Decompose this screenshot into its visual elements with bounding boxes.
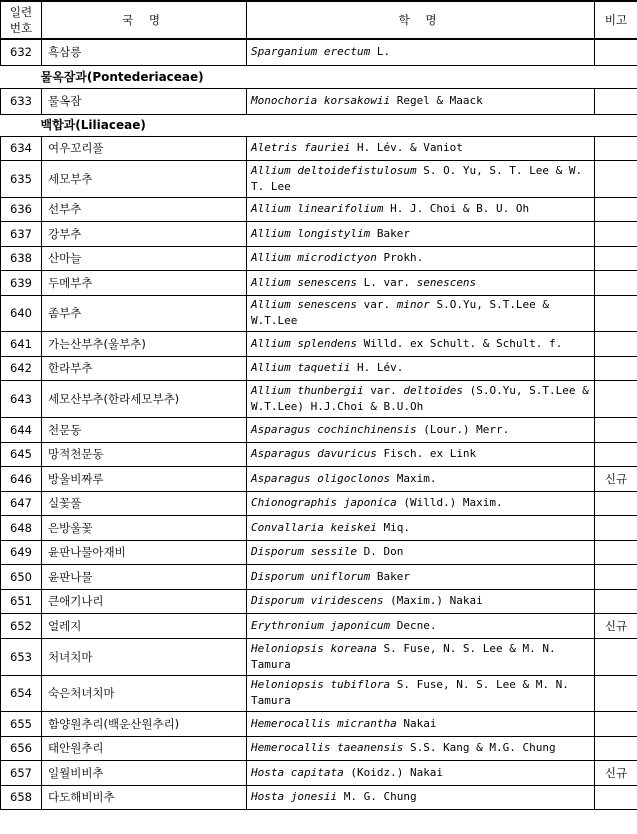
scientific-name-author: (Lour.) Merr. xyxy=(416,422,510,436)
scientific-name-author: Maxim. xyxy=(390,471,437,485)
note-cell xyxy=(595,442,637,466)
serial-number-cell: 651 xyxy=(1,589,42,613)
scientific-name-cell xyxy=(247,295,595,331)
note-cell xyxy=(595,295,637,331)
korean-name-cell: 윤판나물아재비 xyxy=(42,540,247,564)
korean-name-cell: 한라부추 xyxy=(42,356,247,380)
scientific-name-author: M. G. Chung xyxy=(337,790,417,803)
korean-name-cell: 두메부추 xyxy=(42,270,247,295)
serial-number-cell: 644 xyxy=(1,417,42,442)
serial-number-cell: 652 xyxy=(1,613,42,638)
table-row xyxy=(1,760,637,785)
scientific-name-author: Regel & Maack xyxy=(390,94,483,107)
note-cell: 신규 xyxy=(595,760,637,785)
scientific-name-cell xyxy=(247,160,595,197)
scientific-name-author: H. J. Choi & B. U. Oh xyxy=(383,202,530,215)
scientific-name-author: L. var. xyxy=(356,275,417,289)
korean-name-cell: 가는산부추(울부추) xyxy=(42,331,247,356)
serial-number-cell: 640 xyxy=(1,295,42,331)
scientific-name-author: (Maxim.) Nakai xyxy=(383,594,483,607)
note-cell xyxy=(595,270,637,295)
scientific-name-infraspecific: deltoides xyxy=(403,383,463,397)
serial-number-cell: 653 xyxy=(1,638,42,675)
scientific-name-italic: Hemerocallis taeanensis xyxy=(251,741,404,754)
korean-name-cell: 윤판나물 xyxy=(42,564,247,589)
scientific-name-italic: Allium senescens xyxy=(251,298,357,311)
table-row xyxy=(1,736,637,760)
scientific-name-cell xyxy=(247,331,595,356)
note-cell xyxy=(595,136,637,160)
note-cell xyxy=(595,491,637,515)
scientific-name-cell xyxy=(247,589,595,613)
note-cell xyxy=(595,540,637,564)
scientific-name-author: S. O. Yu, S. T. Lee & W. T. Lee xyxy=(251,163,583,193)
scientific-name-italic: Heloniopsis tubiflora xyxy=(251,678,391,691)
scientific-name-cell xyxy=(247,221,595,246)
scientific-name-author: Nakai xyxy=(396,716,437,730)
korean-name-cell: 일월비비추 xyxy=(42,760,247,785)
korean-name-cell: 함양원추리(백운산원추리) xyxy=(42,711,247,736)
scientific-name-italic: Allium linearifolium xyxy=(251,202,384,215)
korean-name-cell: 물옥잠 xyxy=(42,88,247,114)
table-row xyxy=(1,613,637,638)
korean-name-cell: 방울비짜루 xyxy=(42,466,247,491)
scientific-name-cell xyxy=(247,39,595,65)
scientific-name-cell xyxy=(247,736,595,760)
note-cell xyxy=(595,39,637,65)
korean-name-cell: 실꽃풀 xyxy=(42,491,247,515)
korean-name-cell: 흑삼릉 xyxy=(42,39,247,65)
scientific-name-italic: Erythronium japonicum xyxy=(251,618,391,632)
table-row xyxy=(1,295,637,331)
scientific-name-cell xyxy=(247,564,595,589)
scientific-name-author-2: S.O.Yu, S.T.Lee & W.T.Lee xyxy=(251,298,550,327)
scientific-name-author: S. Fuse, N. S. Lee & M. N. Tamura xyxy=(251,678,569,707)
scientific-name-italic: Disporum uniflorum xyxy=(251,569,371,583)
note-cell xyxy=(595,417,637,442)
scientific-name-infraspecific: senescens xyxy=(416,275,477,289)
scientific-name-cell xyxy=(247,466,595,491)
scientific-name-cell xyxy=(247,785,595,809)
header-serial-number xyxy=(1,1,42,39)
scientific-name-cell xyxy=(247,88,595,114)
note-cell xyxy=(595,331,637,356)
table-row xyxy=(1,197,637,221)
korean-name-cell: 큰애기나리 xyxy=(42,589,247,613)
serial-number-cell: 642 xyxy=(1,356,42,380)
serial-number-cell: 641 xyxy=(1,331,42,356)
header-serial-number-label: 일련 번호 xyxy=(9,5,33,35)
scientific-name-cell xyxy=(247,711,595,736)
scientific-name-italic: Allium microdictyon xyxy=(251,251,377,264)
scientific-name-italic: Allium taquetii xyxy=(251,361,351,374)
note-cell xyxy=(595,197,637,221)
scientific-name-italic: Hosta jonesii xyxy=(251,790,338,803)
serial-number-cell: 649 xyxy=(1,540,42,564)
serial-number-cell: 634 xyxy=(1,136,42,160)
scientific-name-author: H. Lév. xyxy=(350,361,404,374)
serial-number-cell: 648 xyxy=(1,515,42,540)
table-row xyxy=(1,785,637,809)
table-row xyxy=(1,540,637,564)
note-cell: 신규 xyxy=(595,613,637,638)
table-row xyxy=(1,675,637,711)
scientific-name-cell xyxy=(247,540,595,564)
scientific-name-author: Willd. ex Schult. & Schult. f. xyxy=(356,336,563,350)
table-row xyxy=(1,88,637,114)
scientific-name-cell xyxy=(247,270,595,295)
scientific-name-italic: Allium longistylim xyxy=(251,226,371,240)
serial-number-cell: 633 xyxy=(1,88,42,114)
scientific-name-author: (Koidz.) Nakai xyxy=(343,765,444,779)
table-row xyxy=(1,711,637,736)
scientific-name-cell xyxy=(247,380,595,417)
scientific-name-cell xyxy=(247,442,595,466)
table-row xyxy=(1,136,637,160)
scientific-name-italic: Asparagus cochinchinensis xyxy=(251,422,417,436)
table-row xyxy=(1,515,637,540)
table-header xyxy=(1,1,637,39)
scientific-name-author: Baker xyxy=(370,569,410,583)
note-cell xyxy=(595,246,637,270)
scientific-name-italic: Hosta capitata xyxy=(251,765,344,779)
scientific-name-cell xyxy=(247,515,595,540)
serial-number-cell: 654 xyxy=(1,675,42,711)
table-row xyxy=(1,491,637,515)
serial-number-cell: 655 xyxy=(1,711,42,736)
note-cell xyxy=(595,221,637,246)
serial-number-cell: 635 xyxy=(1,160,42,197)
korean-name-cell: 강부추 xyxy=(42,221,247,246)
table-row xyxy=(1,638,637,675)
serial-number-cell: 658 xyxy=(1,785,42,809)
scientific-name-italic: Allium senescens xyxy=(251,275,357,289)
table-row xyxy=(1,417,637,442)
scientific-name-italic: Sparganium erectum xyxy=(251,45,371,59)
korean-name-cell: 숙은처녀치마 xyxy=(42,675,247,711)
scientific-name-cell xyxy=(247,613,595,638)
korean-name-cell: 세모부추 xyxy=(42,160,247,197)
table-body xyxy=(1,39,637,809)
scientific-name-italic: Hemerocallis micrantha xyxy=(251,716,397,730)
scientific-name-italic: Aletris fauriei xyxy=(251,141,351,154)
scientific-name-author: Fisch. ex Link xyxy=(376,447,477,460)
serial-number-cell: 656 xyxy=(1,736,42,760)
table-row xyxy=(1,39,637,65)
serial-number-cell: 650 xyxy=(1,564,42,589)
note-cell xyxy=(595,356,637,380)
scientific-name-author: S.S. Kang & M.G. Chung xyxy=(403,741,556,754)
korean-name-cell: 처녀치마 xyxy=(42,638,247,675)
scientific-name-italic: Chionographis japonica xyxy=(251,496,397,509)
note-cell xyxy=(595,380,637,417)
note-cell xyxy=(595,589,637,613)
serial-number-cell: 632 xyxy=(1,39,42,65)
table-row xyxy=(1,331,637,356)
scientific-name-author: var. xyxy=(363,383,404,397)
scientific-name-author: Baker xyxy=(370,226,410,240)
serial-number-cell: 636 xyxy=(1,197,42,221)
scientific-name-italic: Asparagus davuricus xyxy=(251,447,377,460)
serial-number-cell: 646 xyxy=(1,466,42,491)
serial-number-cell: 639 xyxy=(1,270,42,295)
scientific-name-cell xyxy=(247,136,595,160)
note-cell xyxy=(595,711,637,736)
korean-name-cell: 망적천문동 xyxy=(42,442,247,466)
scientific-name-cell xyxy=(247,356,595,380)
serial-number-cell: 643 xyxy=(1,380,42,417)
scientific-name-author: D. Don xyxy=(356,545,404,558)
korean-name-cell: 세모산부추(한라세모부추) xyxy=(42,380,247,417)
note-cell: 신규 xyxy=(595,466,637,491)
scientific-name-cell xyxy=(247,638,595,675)
korean-name-cell: 태안원추리 xyxy=(42,736,247,760)
serial-number-cell: 657 xyxy=(1,760,42,785)
scientific-name-italic: Allium thunbergii xyxy=(251,383,364,397)
note-cell xyxy=(595,638,637,675)
scientific-name-italic: Disporum viridescens xyxy=(251,594,384,607)
header-korean-name: 국 명 xyxy=(42,1,247,39)
note-cell xyxy=(595,675,637,711)
scientific-name-italic: Disporum sessile xyxy=(251,545,357,558)
family-heading: 백합과(Liliaceae) xyxy=(40,118,146,132)
note-cell xyxy=(595,564,637,589)
scientific-name-author: L. xyxy=(370,45,391,59)
scientific-name-italic: Asparagus oligoclonos xyxy=(251,471,391,485)
scientific-name-author: Decne. xyxy=(390,618,437,632)
table-row xyxy=(1,589,637,613)
scientific-name-cell xyxy=(247,675,595,711)
family-heading-row xyxy=(1,114,637,136)
family-heading-row xyxy=(1,65,637,88)
scientific-name-author: var. xyxy=(356,298,397,311)
scientific-name-cell xyxy=(247,760,595,785)
table-row xyxy=(1,442,637,466)
table-row xyxy=(1,246,637,270)
header-note: 비고 xyxy=(595,1,637,39)
scientific-name-italic: Monochoria korsakowii xyxy=(251,94,391,107)
note-cell xyxy=(595,88,637,114)
serial-number-cell: 647 xyxy=(1,491,42,515)
scientific-name-italic: Allium splendens xyxy=(251,336,357,350)
scientific-name-italic: Heloniopsis koreana xyxy=(251,641,377,655)
table-row xyxy=(1,564,637,589)
scientific-name-author: Miq. xyxy=(376,520,410,534)
scientific-name-author: S. Fuse, N. S. Lee & M. N. Tamura xyxy=(251,641,556,671)
note-cell xyxy=(595,736,637,760)
korean-name-cell: 산마늘 xyxy=(42,246,247,270)
scientific-name-cell xyxy=(247,197,595,221)
table-row xyxy=(1,221,637,246)
table-row xyxy=(1,160,637,197)
table-row xyxy=(1,270,637,295)
serial-number-cell: 645 xyxy=(1,442,42,466)
table-row xyxy=(1,466,637,491)
scientific-name-cell xyxy=(247,417,595,442)
serial-number-cell: 637 xyxy=(1,221,42,246)
korean-name-cell: 좀부추 xyxy=(42,295,247,331)
scientific-name-author: H. Lév. & Vaniot xyxy=(350,141,463,154)
korean-name-cell: 다도해비비추 xyxy=(42,785,247,809)
table-row xyxy=(1,380,637,417)
note-cell xyxy=(595,515,637,540)
scientific-name-italic: Convallaria keiskei xyxy=(251,520,377,534)
scientific-name-cell xyxy=(247,246,595,270)
family-heading: 물옥잠과(Pontederiaceae) xyxy=(40,69,204,84)
serial-number-cell: 638 xyxy=(1,246,42,270)
scientific-name-author: Prokh. xyxy=(376,251,424,264)
table-row xyxy=(1,356,637,380)
scientific-name-author: (Willd.) Maxim. xyxy=(396,496,503,509)
korean-name-cell: 얼레지 xyxy=(42,613,247,638)
korean-name-cell: 선부추 xyxy=(42,197,247,221)
scientific-name-infraspecific: minor xyxy=(396,298,430,311)
korean-name-cell: 은방울꽃 xyxy=(42,515,247,540)
scientific-name-italic: Allium deltoidefistulosum xyxy=(251,163,417,177)
note-cell xyxy=(595,160,637,197)
korean-name-cell: 천문동 xyxy=(42,417,247,442)
header-scientific-name: 학 명 xyxy=(247,1,595,39)
note-cell xyxy=(595,785,637,809)
korean-name-cell: 여우꼬리풀 xyxy=(42,136,247,160)
scientific-name-cell xyxy=(247,491,595,515)
scientific-name-author-2: (S.O.Yu, S.T.Lee & W.T.Lee) H.J.Choi & B.U.Oh xyxy=(251,383,589,413)
